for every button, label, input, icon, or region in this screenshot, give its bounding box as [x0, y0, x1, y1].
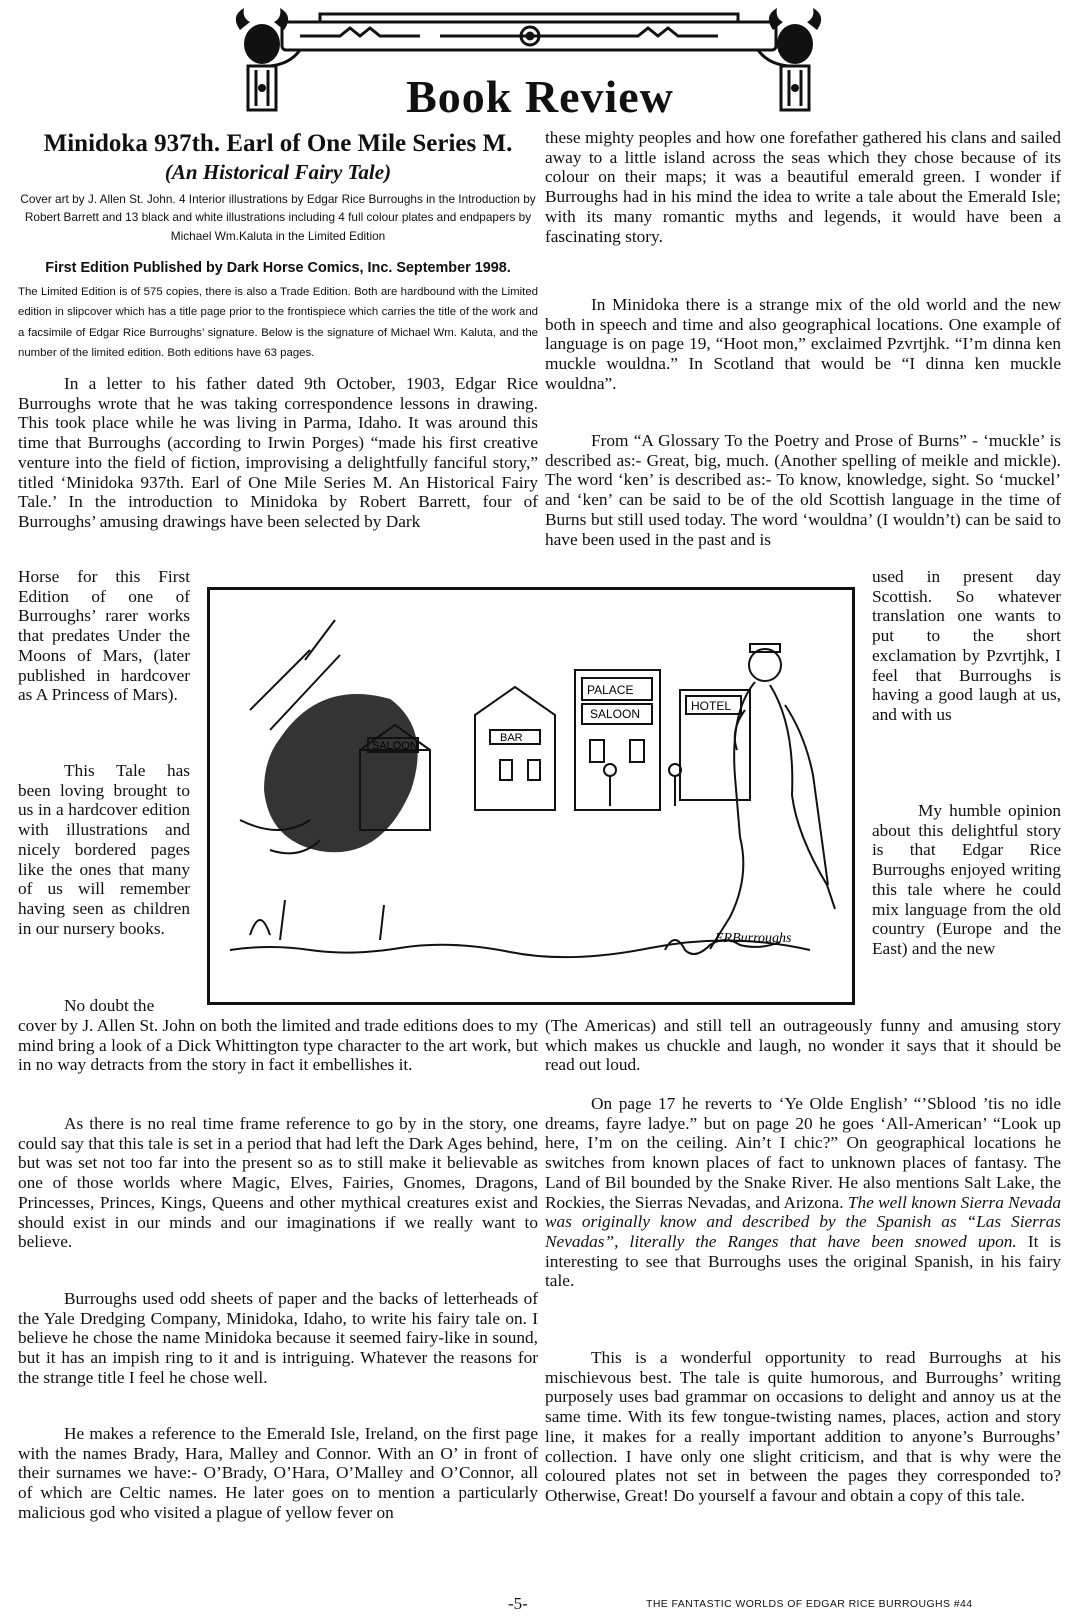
right-paragraph-1: these mighty peoples and how one forefather gathered his clans and sailed away to a little island across the seas which they chose because of its colour on their maps; it was a beautiful emerald green. I wonder if Burroughs had in his mind the idea to write a tale about the Emerald Isle; with its many romantic myths and legends, it would have been a fascinating story. — [545, 128, 1061, 246]
book-credits: Cover art by J. Allen St. John. 4 Interior illustrations by Edgar Rice Burroughs in the Introduction by Robert Barrett and 13 black and white illustrations including 4 full colour plates and endpapers by Michael Wm.Kaluta in the Limited Edition — [20, 192, 536, 243]
left-paragraph-3-lead: No doubt the — [64, 996, 155, 1015]
left-paragraph-6: He makes a reference to the Emerald Isle, Ireland, on the first page with the names Brady, Hara, Malley and Connor. With an O’ in front of their surnames we have:- O’Brady, O’Hara, O’Malley and O’Connor, all of which are Celtic names. He later goes on to mention a particularly malicious god who visited a plague of yellow fever on — [18, 1424, 538, 1522]
left-paragraph-1-wrap: Horse for this First Edition of one of Burroughs’ rarer works that predates Under the Moons of Mars, (later published in hardcover as A Princess of Mars). — [18, 567, 190, 705]
left-paragraph-1: In a letter to his father dated 9th October, 1903, Edgar Rice Burroughs wrote that he was taking correspondence lessons in drawing. This took place while he was living in Parma, Idaho. It was around this time that Burroughs (according to Irwin Porges) “made his first creative venture into the field of fiction, improvising a delightfully fanciful story,” titled ‘Minidoka 937th. Earl of One Mile Series M. An Historical Fairy Tale.’ In the introduction to Minidoka by Robert Barrett, four of Burroughs’ amusing drawings have been selected by Dark — [18, 374, 538, 531]
left-paragraph-5: Burroughs used odd sheets of paper and the backs of letterheads of the Yale Dredging Company, Minidoka, Idaho, to write his fairy tale on. I believe he chose the name Minidoka because it seemed fairy-like in sound, but it has an impish ring to it and is intriguing. Whatever the reasons for the strange title I feel he chose well. — [18, 1289, 538, 1387]
right-paragraph-3-wrap: used in present day Scottish. So whatever translation one wants to put to the short exclamation by Pzvrtjhk, I feel that Burroughs is having a good laugh at us, and with us — [872, 567, 1061, 724]
first-edition-line: First Edition Published by Dark Horse Comics, Inc. September 1998. — [45, 260, 511, 276]
page-number: -5- — [508, 1594, 528, 1613]
right-paragraph-5-b: It is interesting to see that Burroughs uses the original Spanish, in his fairy tale. — [545, 1231, 1062, 1291]
right-paragraph-3: From “A Glossary To the Poetry and Prose of Burns” - ‘muckle’ is described as:- Great, big, much. (Another spelling of meikle and mickle). The word ‘ken’ is described as:- To know, knowledge, sight. So ‘muckel’ and ‘ken’ can be said to be of the old Scottish language in the time of Burns but still used today. The word ‘wouldna’ (I wouldn’t) can be said to have been used in the past and is — [545, 431, 1061, 549]
right-paragraph-2: In Minidoka there is a strange mix of the old world and the new both in speech and time and also geographical locations. One example of language is on page 19, “Hoot mon,” exclaimed Pzvrtjhk. “I’m dinna ken muckle wouldna.” In Scotland that would be “I dinna ken muckle wouldna”. — [545, 295, 1061, 393]
right-paragraph-6: This is a wonderful opportunity to read Burroughs at his mischievous best. The tale is quite humorous, and Burroughs’ writing purposely uses bad grammar on occasions to delight and annoy us at the same time. With its few tongue-twisting names, places, action and story line, it makes for a really important addition to anyone’s Burroughs’ collection. I have only one slight criticism, and that is why were the coloured plates not set in between the pages they corresponded to? Otherwise, Great! Do yourself a favour and obtain a copy of this tale. — [545, 1348, 1061, 1505]
left-paragraph-2-wrap: This Tale has been loving brought to us in a hardcover edition with illustrations and nicely bordered pages like the ones that many of us will remember having seen as children in our nursery books. — [18, 761, 190, 938]
sign-bar: BAR — [500, 732, 523, 744]
sign-hotel: HOTEL — [691, 699, 732, 713]
right-paragraph-4: (The Americas) and still tell an outrageously funny and amusing story which makes us chuckle and laugh, no wonder it says that it should be read out loud. — [545, 1016, 1061, 1075]
right-paragraph-5-a: On page 17 he reverts to ‘Ye Olde English’ “’Sblood ’tis no idle dreams, fayre ladye.” but on page 20 he goes ‘All-American’ “Look up here, I’m on the ceiling. Ain’t I chic?” On geographical locations he switches from known places of fact to unknown places of fantasy. The Land of Bil bounded by the Snake River. He also mentions Salt Lake, the Rockies, the Sierras Nevadas, and Arizona. — [545, 1094, 1061, 1212]
sign-palace: PALACE — [587, 683, 634, 697]
left-paragraph-3: cover by J. Allen St. John on both the limited and trade editions does to my mind bring a look of a Dick Whittington type character to the art work, but in no way detracts from the story in fact it embellishes it. — [18, 1016, 538, 1075]
burroughs-illustration — [207, 587, 855, 1005]
right-paragraph-4-wrap: My humble opinion about this delightful story is that Edgar Rice Burroughs enjoyed writing this tale where he could mix language from the old country (Europe and the East) and the new — [872, 801, 1061, 958]
cartoon-drawing-icon — [210, 590, 852, 1002]
limited-edition-note: The Limited Edition is of 575 copies, there is also a Trade Edition. Both are hardbound with the Limited edition in slipcover which has a title page prior to the frontispiece which carries the title of the work and a facsimile of Edgar Rice Burroughs’ signature. Below is the signature of Michael Wm. Kaluta, and the number of the limited edition. Both editions have 63 pages. — [18, 286, 538, 359]
magazine-name: THE FANTASTIC WORLDS OF EDGAR RICE BURROUGHS #44 — [646, 1598, 973, 1610]
page-title: Book Review — [406, 71, 674, 122]
right-paragraph-5 — [545, 1094, 1061, 1291]
left-paragraph-4: As there is no real time frame reference to go by in the story, one could say that this tale is set in a period that had left the Dark Ages behind, but was set not too far into the present so as to still make it believable as one of those worlds where Magic, Elves, Fairies, Gnomes, Dragons, Princesses, Princes, Kings, Queens and other mythical creatures exist and should exist in our minds and our imaginations if we really want to believe. — [18, 1114, 538, 1252]
sign-saloon: SALOON — [590, 707, 641, 721]
decorative-band-icon — [270, 14, 788, 66]
right-paragraph-5-italic: The well known Sierra Nevada was originally know and described by the Spanish as “Las Sierras Nevadas”, literally the Ranges that have been snowed upon. — [545, 1192, 1061, 1251]
sign-saloon-small: SALOON — [372, 740, 418, 752]
book-title: Minidoka 937th. Earl of One Mile Series M. — [43, 130, 513, 157]
signature: ERBurroughs — [715, 931, 792, 946]
book-subtitle: (An Historical Fairy Tale) — [164, 160, 392, 184]
